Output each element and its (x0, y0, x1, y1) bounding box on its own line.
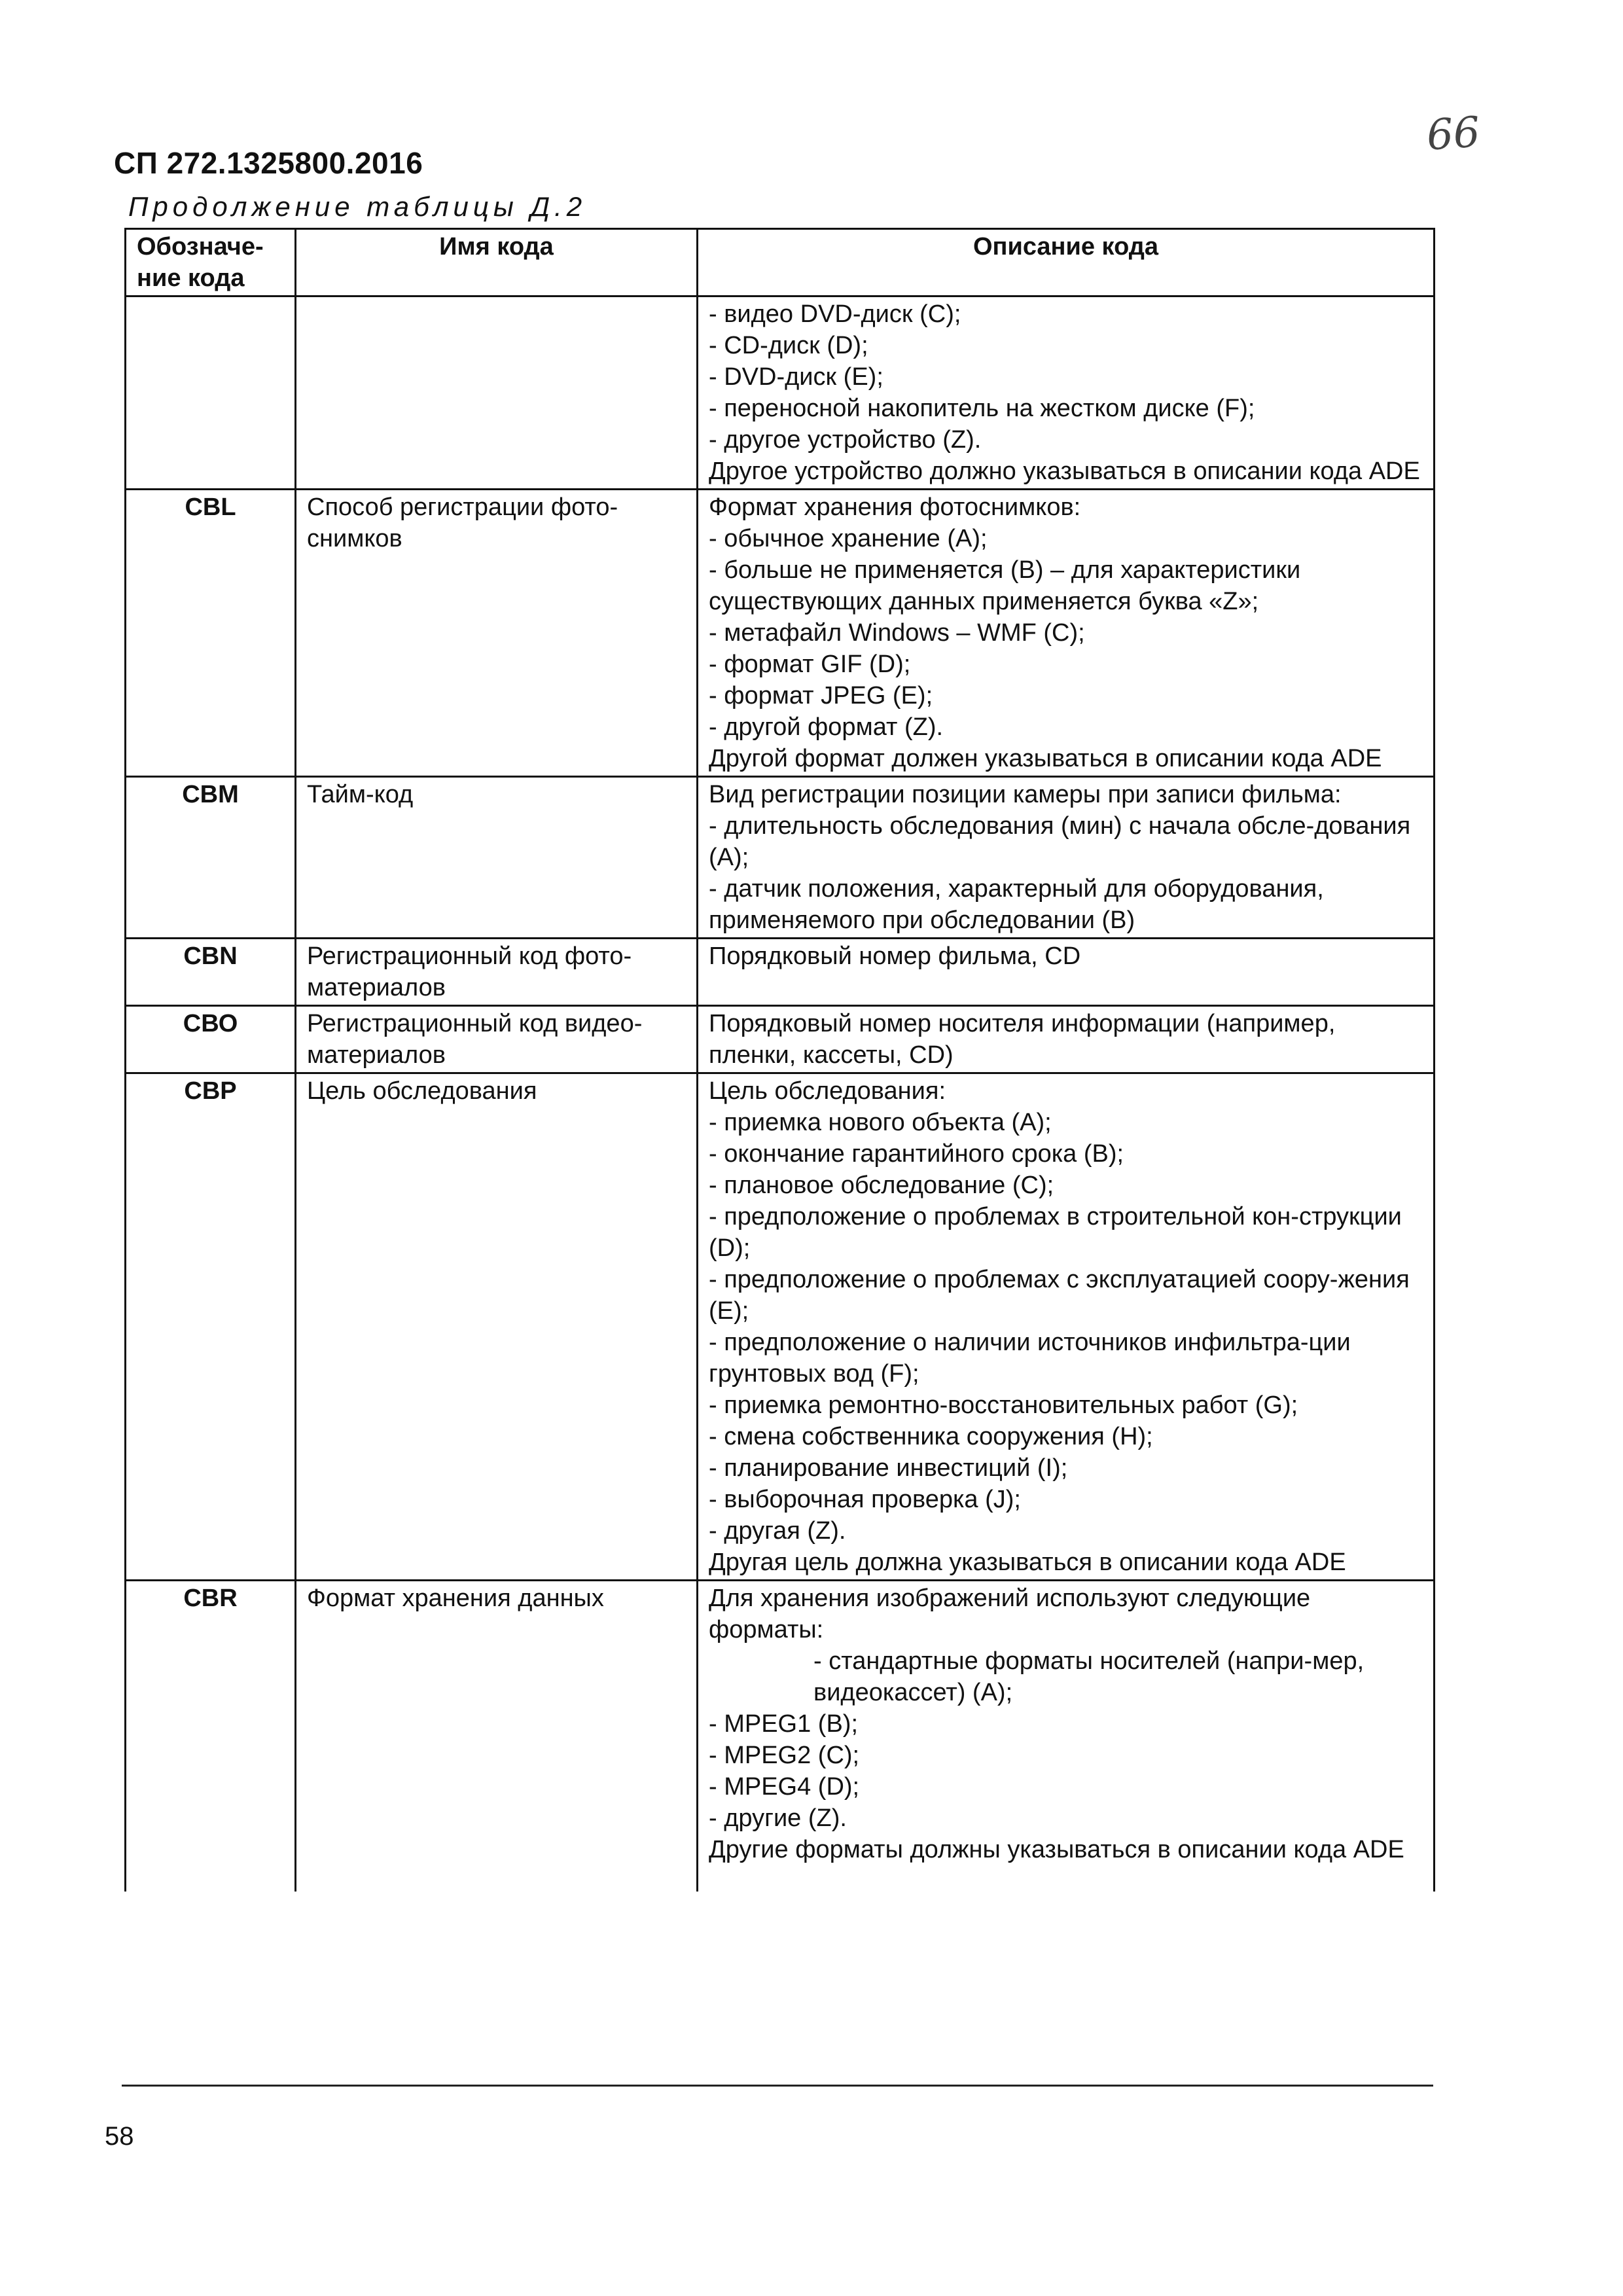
code-name-cell: Способ регистрации фото-снимков (296, 490, 698, 777)
description-line: - MPEG2 (С); (709, 1742, 860, 1769)
description-line: - длительность обследования (мин) с начала обсле-дования (А); (709, 812, 1411, 871)
handwritten-page-mark: 66 (1425, 108, 1482, 160)
code-designation-cell: CBN (126, 939, 296, 1006)
code-description-cell (698, 777, 1435, 939)
description-line: - датчик положения, характерный для оборудования, применяемого при обследовании (В) (709, 875, 1324, 934)
table-header-row (126, 229, 1435, 296)
description-line: Цель обследования: (709, 1077, 946, 1105)
description-line: - формат JPEG (Е); (709, 682, 933, 709)
description-line: Другая цель должна указываться в описании кода ADE (709, 1549, 1346, 1576)
description-line: Другой формат должен указываться в описании кода ADE (709, 745, 1382, 772)
description-line: - плановое обследование (С); (709, 1172, 1054, 1199)
header-code-designation: Обозначе-ние кода (126, 229, 296, 296)
code-description-cell (698, 1581, 1435, 1892)
code-description-cell (698, 939, 1435, 1006)
table-row (126, 777, 1435, 939)
code-name-cell: Регистрационный код фото-материалов (296, 939, 698, 1006)
description-line: - другое устройство (Z). (709, 426, 982, 454)
description-line: - предположение о проблемах с эксплуатацией соору-жения (Е); (709, 1266, 1410, 1325)
description-line: - приемка нового объекта (А); (709, 1109, 1052, 1136)
table-continuation-caption: Продолжение таблицы Д.2 (128, 191, 587, 222)
description-line: - стандартные форматы носителей (напри-мер, видеокассет) (А); (813, 1647, 1364, 1706)
description-line: Другие форматы должны указываться в описании кода ADE (709, 1836, 1404, 1863)
description-line: - MPEG1 (В); (709, 1710, 859, 1738)
header-code-description: Описание кода (698, 229, 1435, 296)
header-code-name: Имя кода (296, 229, 698, 296)
description-line: - DVD-диск (Е); (709, 363, 883, 391)
description-line: Вид регистрации позиции камеры при записи фильма: (709, 781, 1342, 808)
description-line: - формат GIF (D); (709, 651, 911, 678)
description-line: Другое устройство должно указываться в описании кода ADE (709, 457, 1420, 485)
description-line: - смена собственника сооружения (Н); (709, 1423, 1153, 1450)
table-body (126, 296, 1435, 1892)
description-line: - другие (Z). (709, 1804, 847, 1832)
code-designation-cell: CBM (126, 777, 296, 939)
description-line: - предположение о проблемах в строительной кон-струкции (D); (709, 1203, 1402, 1262)
description-line: - CD-диск (D); (709, 332, 868, 359)
description-line: - видео DVD-диск (С); (709, 300, 961, 328)
code-name-cell: Тайм-код (296, 777, 698, 939)
code-name-cell: Формат хранения данных (296, 1581, 698, 1892)
description-line: - другой формат (Z). (709, 713, 944, 741)
table-row (126, 939, 1435, 1006)
table-row (126, 1006, 1435, 1073)
code-designation-cell: CBR (126, 1581, 296, 1892)
description-line: - приемка ремонтно-восстановительных работ (G); (709, 1391, 1298, 1419)
description-line: Порядковый номер носителя информации (например, пленки, кассеты, CD) (709, 1010, 1336, 1069)
description-line: - метафайл Windows – WMF (С); (709, 619, 1085, 647)
code-name-cell: Регистрационный код видео-материалов (296, 1006, 698, 1073)
document-code: СП 272.1325800.2016 (114, 146, 423, 180)
table-row (126, 296, 1435, 490)
code-description-cell (698, 1006, 1435, 1073)
code-name-cell: Цель обследования (296, 1073, 698, 1581)
description-line: Порядковый номер фильма, CD (709, 942, 1081, 970)
description-line: - MPEG4 (D); (709, 1773, 860, 1801)
table-row (126, 1073, 1435, 1581)
description-line: - окончание гарантийного срока (В); (709, 1140, 1124, 1168)
description-line: Формат хранения фотоснимков: (709, 493, 1081, 521)
code-description-cell (698, 1073, 1435, 1581)
table-row (126, 1581, 1435, 1892)
footer-divider (122, 2085, 1433, 2087)
code-designation-cell (126, 296, 296, 490)
page-number: 58 (105, 2122, 134, 2151)
description-line: Для хранения изображений используют следующие форматы: (709, 1585, 1311, 1643)
table-row (126, 490, 1435, 777)
code-description-cell (698, 296, 1435, 490)
description-line: - переносной накопитель на жестком диске (F); (709, 395, 1255, 422)
code-name-cell (296, 296, 698, 490)
code-designation-cell: СВР (126, 1073, 296, 1581)
code-designation-cell: СВО (126, 1006, 296, 1073)
code-table (124, 228, 1435, 1892)
description-line: - другая (Z). (709, 1517, 846, 1545)
code-description-cell (698, 490, 1435, 777)
description-line: - выборочная проверка (J); (709, 1486, 1021, 1513)
description-line: - предположение о наличии источников инфильтра-ции грунтовых вод (F); (709, 1329, 1351, 1388)
description-line: - обычное хранение (А); (709, 525, 988, 552)
description-line: - больше не применяется (В) – для характеристики существующих данных применяется буква «Z»; (709, 556, 1301, 615)
description-line: - планирование инвестиций (I); (709, 1454, 1068, 1482)
code-designation-cell: CBL (126, 490, 296, 777)
